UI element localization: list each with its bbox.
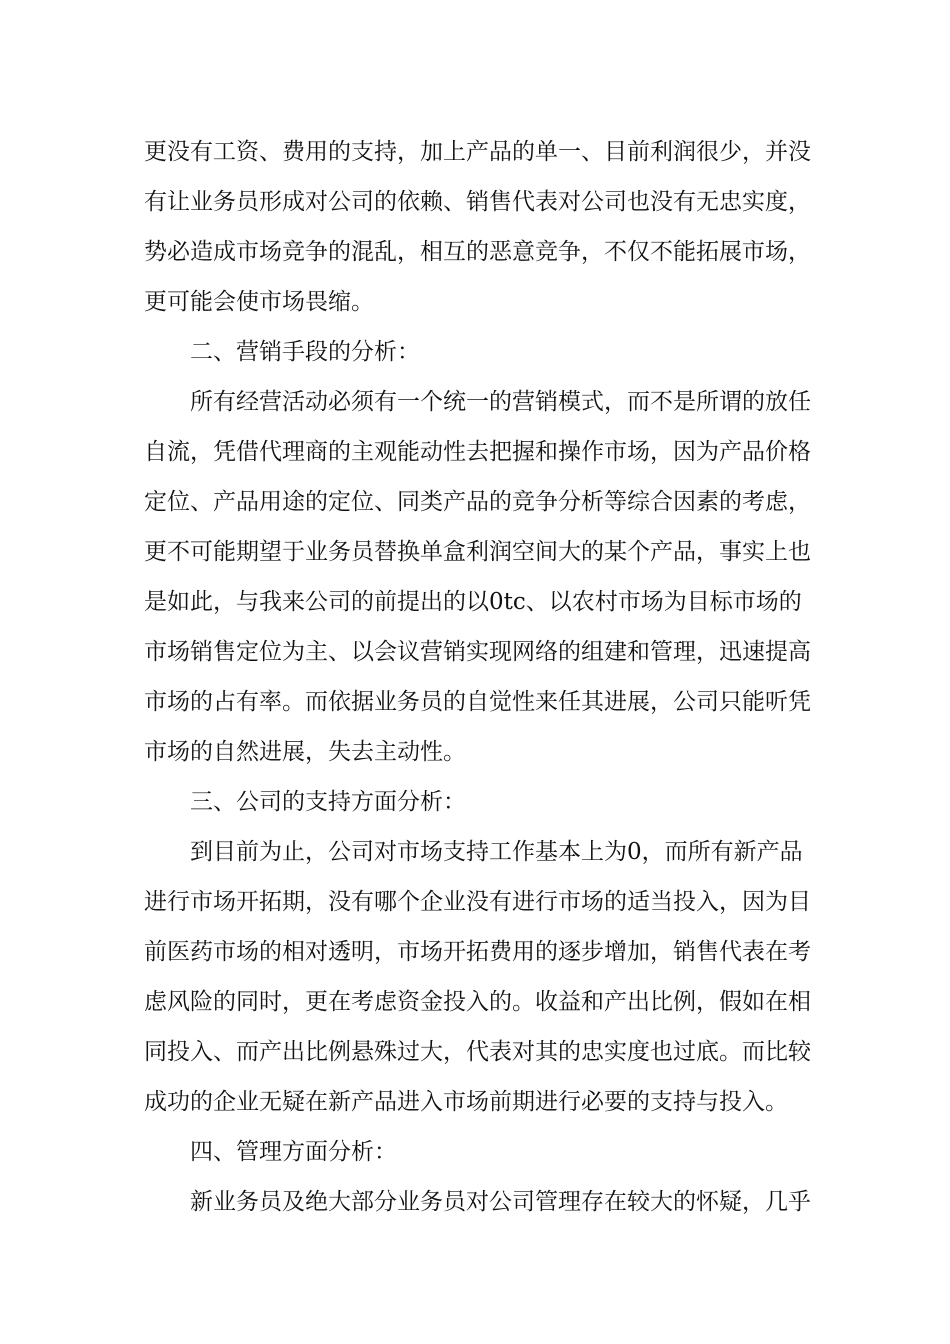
text-line: 虑风险的同时，更在考虑资金投入的。收益和产出比例，假如在相 [144,989,811,1015]
text-line: 新业务员及绝大部分业务员对公司管理存在较大的怀疑，几乎 [190,1189,811,1215]
text-line: 到目前为止，公司对市场支持工作基本上为0，而所有新产品 [190,839,803,865]
text-line: 所有经营活动必须有一个统一的营销模式，而不是所谓的放任 [190,389,811,415]
text-line: 进行市场开拓期，没有哪个企业没有进行市场的适当投入，因为目 [144,889,811,915]
text-line: 势必造成市场竞争的混乱，相互的恶意竞争，不仅不能拓展市场， [144,239,811,265]
text-line: 是如此，与我来公司的前提出的以0tc、以农村市场为目标市场的 [144,589,802,615]
text-line: 市场的占有率。而依据业务员的自觉性来任其进展，公司只能听凭 [144,689,811,715]
section-heading: 二、营销手段的分析： [190,339,420,365]
section-heading: 三、公司的支持方面分析： [190,789,466,815]
text-line: 同投入、而产出比例悬殊过大，代表对其的忠实度也过底。而比较 [144,1039,811,1065]
section-heading: 四、管理方面分析： [190,1139,397,1165]
text-line: 更不可能期望于业务员替换单盒利润空间大的某个产品，事实上也 [144,539,811,565]
text-line: 成功的企业无疑在新产品进入市场前期进行必要的支持与投入。 [144,1089,788,1115]
text-line: 更没有工资、费用的支持，加上产品的单一、目前利润很少，并没 [144,139,811,165]
text-line: 前医药市场的相对透明，市场开拓费用的逐步增加，销售代表在考 [144,939,811,965]
text-line: 市场销售定位为主、以会议营销实现网络的组建和管理，迅速提高 [144,639,811,665]
text-line: 自流，凭借代理商的主观能动性去把握和操作市场，因为产品价格 [144,439,811,465]
text-line: 市场的自然进展，失去主动性。 [144,739,466,765]
text-line: 更可能会使市场畏缩。 [144,289,374,315]
text-line: 有让业务员形成对公司的依赖、销售代表对公司也没有无忠实度， [144,189,811,215]
text-line: 定位、产品用途的定位、同类产品的竞争分析等综合因素的考虑， [144,489,811,515]
